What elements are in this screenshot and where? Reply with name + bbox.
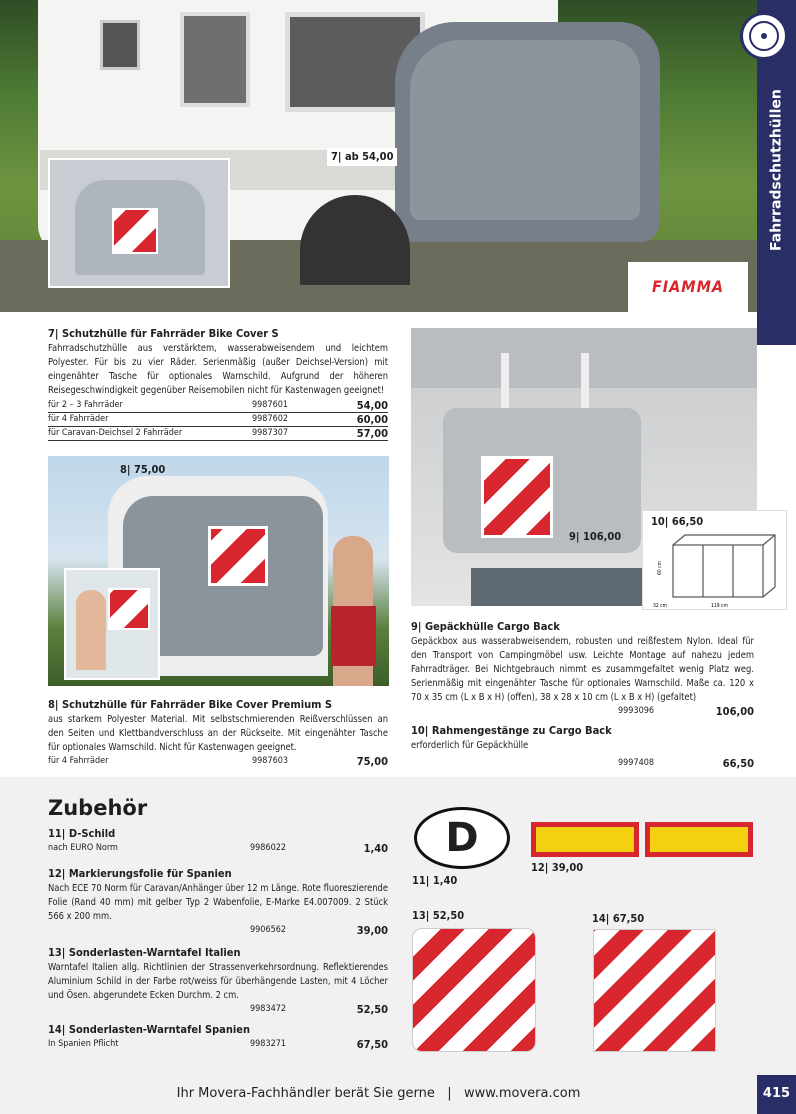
item-8-desc: aus starkem Polyester Material. Mit selbstschmierenden Reißverschlüssen an den Seiten und Klettbandverschluss an der Rückseite. Mit eingenähter Tasche für optionales Warnschild. Nicht für Kastenwagen geeignet. [48,713,388,753]
price-tag-9: 9| 106,00 [569,530,622,543]
item-10-desc: erforderlich für Gepäckhülle [411,739,529,751]
side-label: Fahrradschutzhüllen [768,89,785,251]
category-badge [740,12,788,60]
price-tag-10: 10| 66,50 [647,513,707,531]
svg-text:60 cm: 60 cm [657,560,663,575]
price-tag-12: 12| 39,00 [531,861,584,874]
accessories-heading: Zubehör [48,796,148,820]
accessory-13 [48,945,388,1016]
table-row: 9993096 106,00 [618,704,754,718]
table-row: 9997408 66,50 [618,756,754,770]
svg-text:32 cm: 32 cm [653,603,668,609]
inset-photo-premium-s [64,568,160,680]
price-tag-14: 14| 67,50 [592,912,645,925]
accessory-14-title: 14| Sonderlasten-Warntafel Spanien [48,1023,251,1036]
table-row: für 4 Fahrräder 9987602 60,00 [48,412,388,426]
item-8-title: 8| Schutzhülle für Fahrräder Bike Cover Premium S [48,698,333,711]
warning-panel-spain [593,929,716,1052]
table-row: für Caravan-Deichsel 2 Fahrräder 9987307 57,00 [48,426,388,440]
item-7-title: 7| Schutzhülle für Fahrräder Bike Cover S [48,327,279,340]
item-10-title: 10| Rahmengestänge zu Cargo Back [411,724,612,737]
table-row: für 4 Fahrräder 9987603 75,00 [48,754,388,768]
price-tag-7: 7| ab 54,00 [327,148,397,166]
item-9-title: 9| Gepäckhülle Cargo Back [411,620,560,633]
accessory-12 [48,866,388,937]
frame-drawing-icon [651,527,783,611]
price-tag-8: 8| 75,00 [120,463,166,476]
accessory-11 [48,826,388,855]
hero-photo [0,0,757,312]
item-8 [48,697,388,768]
price-tag-11: 11| 1,40 [412,874,458,887]
accessory-13-desc: Warntafel Italien allg. Richtlinien der Strassenverkehrsordnung. Reflektierendes Aluminium Schild in der Farbe rot/weiss für überhängende Lasten, mit 4 Löcher und Ösen. abgerundete Ecken Durchm. 2 cm. [48,961,388,1001]
marking-foil-right [645,822,753,857]
accessory-14 [48,1022,388,1051]
item-10 [411,723,754,770]
page-number: 415 [757,1075,796,1114]
svg-text:119 cm: 119 cm [711,603,728,609]
item-9-desc: Gepäckbox aus wasserabweisendem, robusten und reißfestem Nylon. Ideal für den Transport von Campingmöbel usw. Leichte Montage auf nahezu jedem Fahrradträger. Bei Nichtgebrauch nimmt es zusammgefaltet wenig Platz weg. Serienmäßig mit eingenähter Tasche für optionales Warnschild. Maße ca. 120 x 70 x 35 cm (L x B x H) (offen), 38 x 28 x 10 cm (L x B x H) (gefaltet) [411,635,754,703]
marking-foil-left [531,822,639,857]
table-row: 9906562 39,00 [250,923,388,937]
d-sign-image: D [414,807,510,869]
price-tag-13: 13| 52,50 [412,909,465,922]
accessory-11-title: 11| D-Schild [48,827,116,840]
table-row: In Spanien Pflicht 9983271 67,50 [48,1037,388,1051]
wheel-icon [749,21,779,51]
item-7-desc: Fahrradschutzhülle aus verstärktem, wasserabweisendem und leichtem Polyester. Für bis zu vier Räder. Serienmäßig (außer Deichsel-Version) mit eingenähter Tasche für optionales Warnschild. Aufgrund der höheren Reisegeschwindigkeit gegenüber Reisemobilen nicht für Kastenwagen geeignet! [48,342,388,396]
accessory-12-desc: Nach ECE 70 Norm für Caravan/Anhänger über 12 m Länge. Rote fluoreszierende Folie (Rand 40 mm) mit gelber Typ 2 Wabenfolie, E-Marke E4.007009. 2 Stück 566 x 200 mm. [48,882,388,922]
accessory-13-title: 13| Sonderlasten-Warntafel Italien [48,946,241,959]
item-9 [411,619,754,718]
accessory-12-title: 12| Markierungsfolie für Spanien [48,867,232,880]
warning-panel-italy [412,928,536,1052]
item-7 [48,326,388,441]
table-row: 9983472 52,50 [250,1002,388,1016]
inset-photo-cover-s [48,158,230,288]
footer-text: Ihr Movera-Fachhändler berät Sie gerne | www.movera.com [176,1086,581,1102]
table-row: nach EURO Norm 9986022 1,40 [48,841,388,855]
item-7-table [48,399,388,441]
table-row: für 2 – 3 Fahrräder 9987601 54,00 [48,398,388,412]
item-8-photo [48,456,389,686]
footer [0,1075,757,1114]
item-10-frame-image [642,510,787,610]
fiamma-logo: FIAMMA [628,262,748,312]
